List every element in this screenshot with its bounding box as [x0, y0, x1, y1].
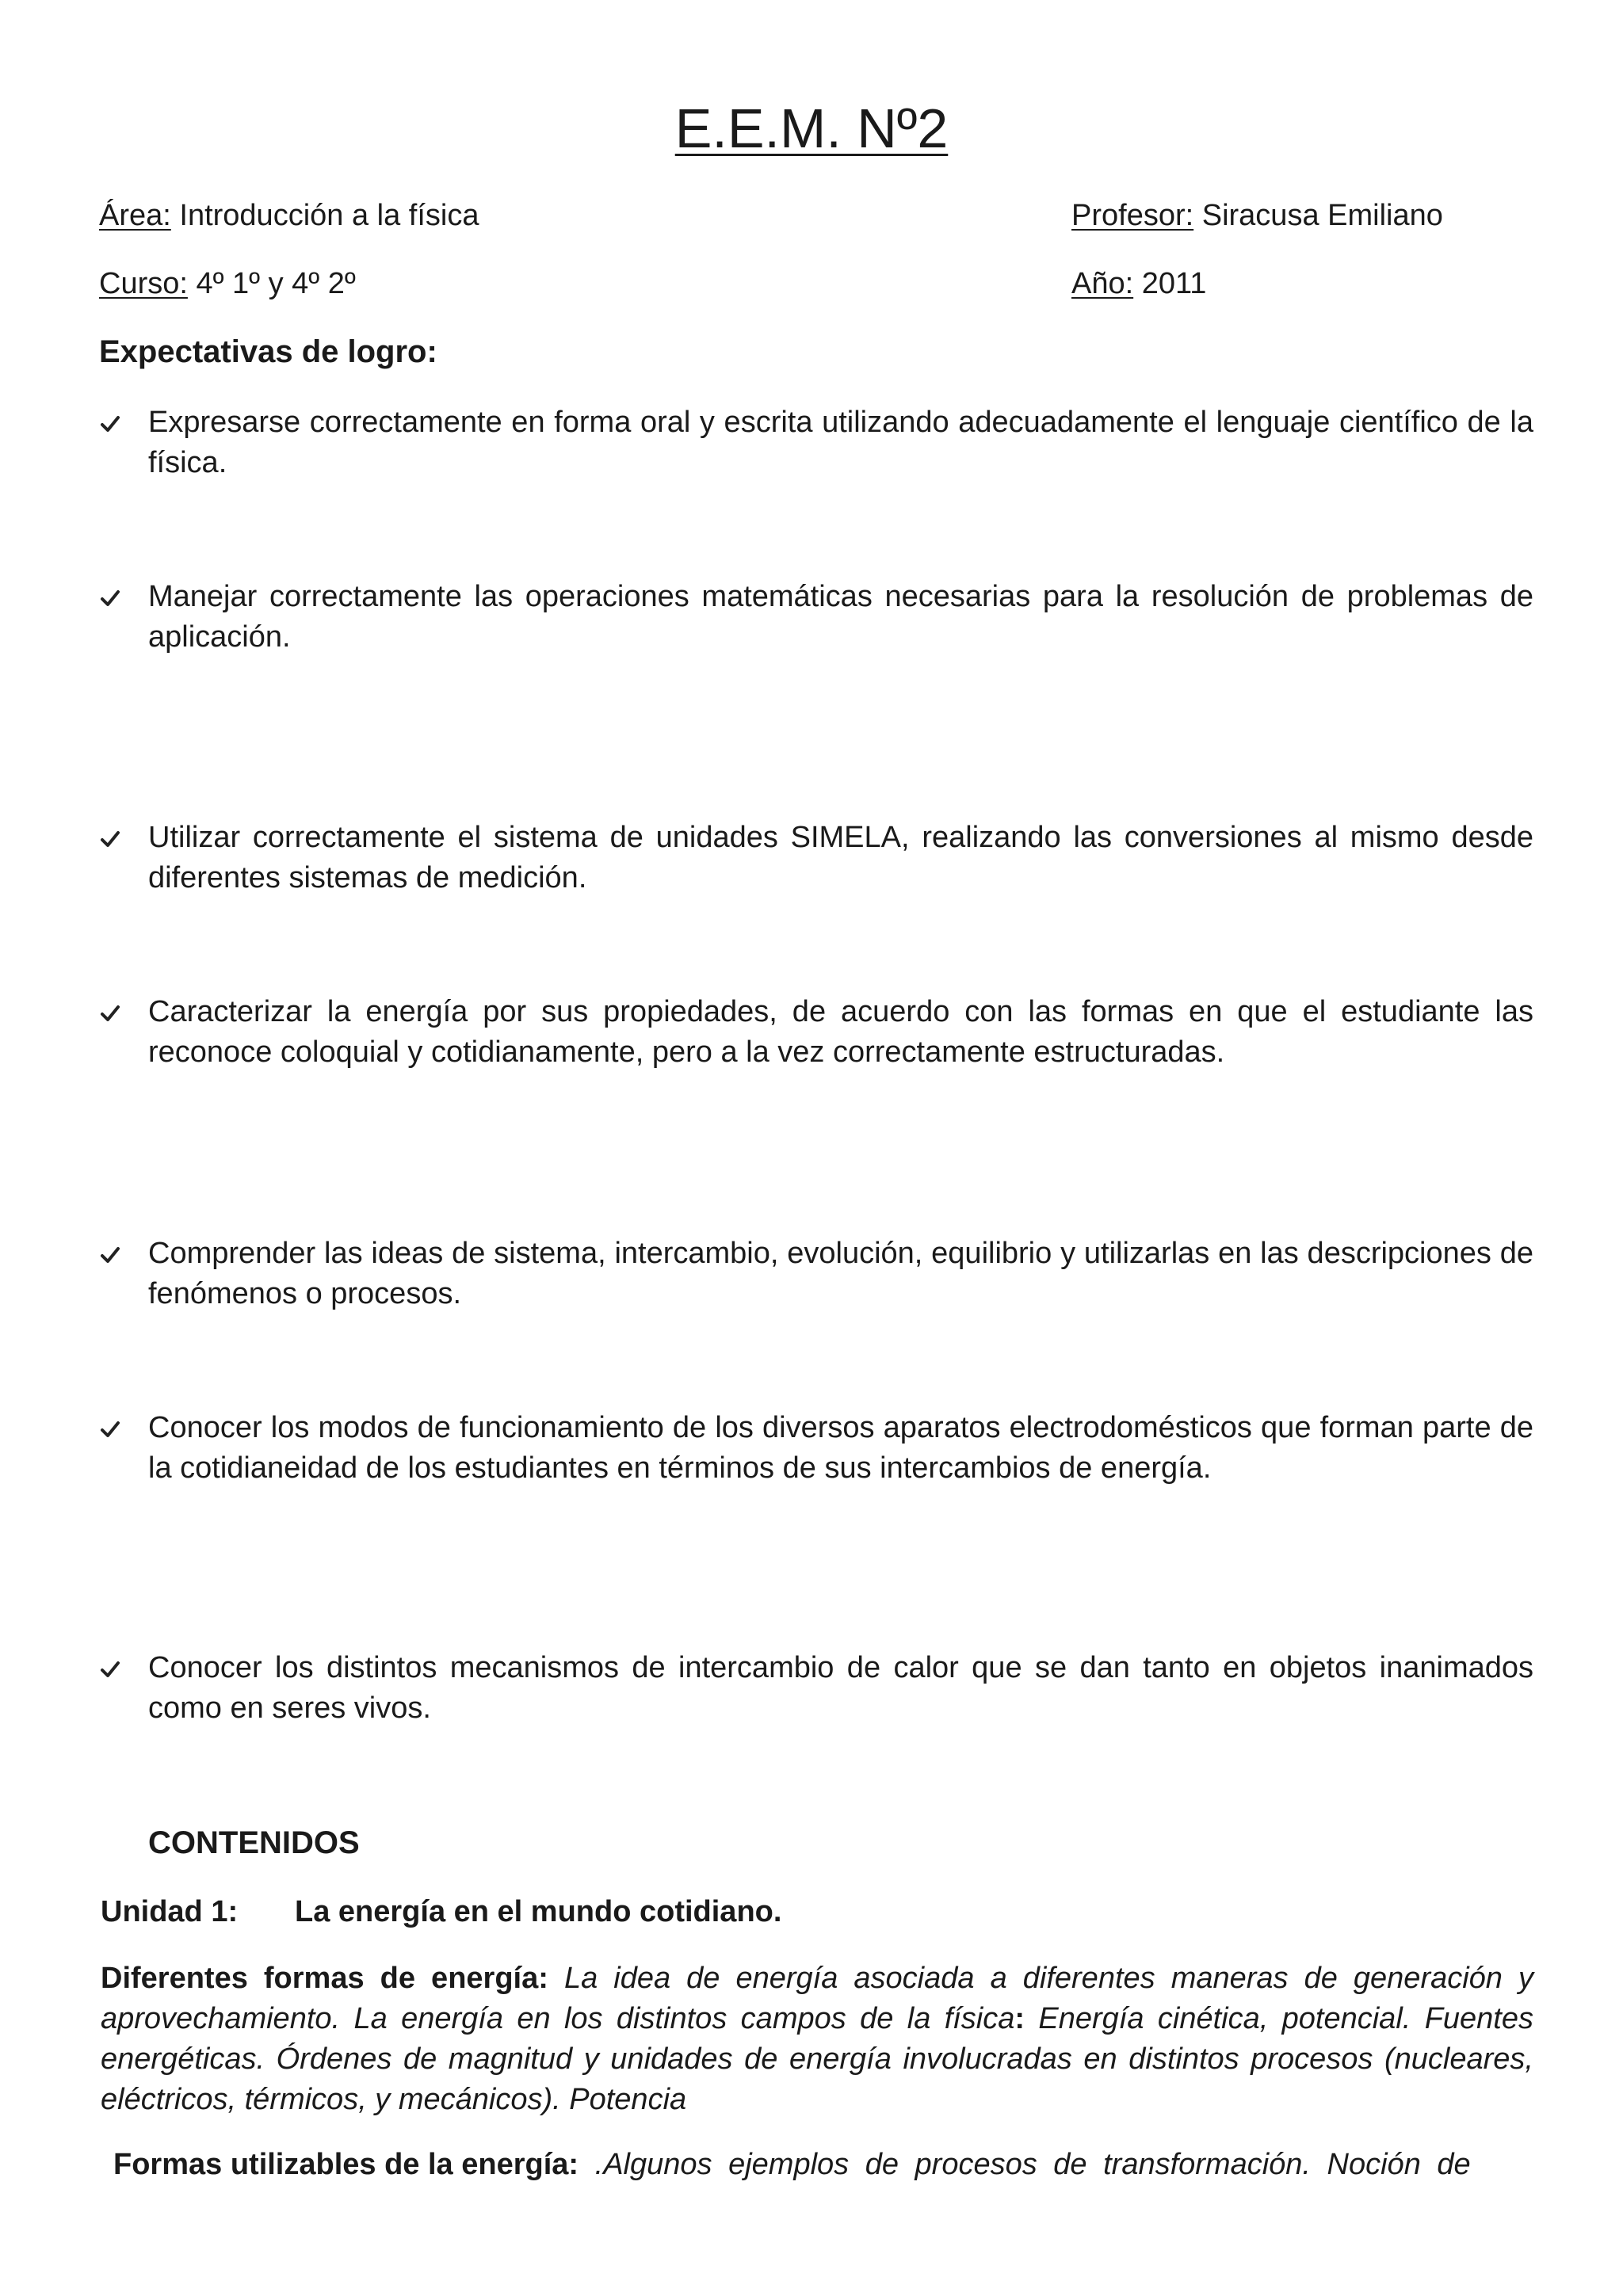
- expectativa-item: [99, 992, 1533, 1073]
- curso-value: 4º 1º y 4º 2º: [187, 267, 356, 300]
- profesor-field: [1071, 198, 1443, 233]
- paragraph-formas-energia: [101, 1958, 1533, 2120]
- document-title: [0, 97, 1623, 160]
- unidad-number: Unidad 1:: [101, 1895, 239, 1928]
- profesor-value: Siracusa Emiliano: [1193, 199, 1443, 232]
- expectativa-text: Caracterizar la energía por sus propiedades, de acuerdo con las formas en que el estudiante las reconoce coloquial y cotidianamente, pero a la vez correctamente estructuradas.: [148, 995, 1533, 1069]
- paragraph-body: La idea de energía asociada a diferentes maneras de generación y aprovechamiento. La energía en los distintos campos de la física: [101, 1962, 1533, 2035]
- check-icon: [99, 828, 121, 850]
- expectativa-item: [99, 1648, 1533, 1729]
- expectativa-text: Conocer los modos de funcionamiento de los diversos aparatos electrodomésticos que forman parte de la cotidianeidad de los estudiantes en términos de sus intercambios de energía.: [148, 1411, 1533, 1485]
- check-icon: [99, 1244, 121, 1266]
- paragraph-body-cont: Energía cinética, potencial. Fuentes energéticas. Órdenes de magnitud y unidades de energía involucradas en distintos procesos (nucleares, eléctricos, térmicos, y mecánicos). Potencia: [101, 2002, 1533, 2116]
- area-value: Introducción a la física: [170, 199, 479, 232]
- anio-label: Año:: [1071, 267, 1134, 300]
- curso-field: [99, 266, 356, 301]
- check-icon: [99, 587, 121, 609]
- unidad-heading: [101, 1894, 781, 1930]
- check-icon: [99, 413, 121, 435]
- expectativa-text: Expresarse correctamente en forma oral y escrita utilizando adecuadamente el lenguaje científico de la física.: [148, 406, 1533, 479]
- title-text: E.E.M. Nº2: [674, 97, 949, 159]
- check-icon: [99, 1002, 121, 1024]
- profesor-label: Profesor:: [1071, 199, 1194, 232]
- paragraph-lead: Diferentes formas de energía:: [101, 1962, 548, 1995]
- expectativa-item: [99, 577, 1533, 658]
- paragraph-formas-utilizables: [113, 2145, 1471, 2185]
- check-icon: [99, 1418, 121, 1440]
- paragraph-body: .Algunos ejemplos de procesos de transformación. Noción de: [579, 2148, 1471, 2181]
- anio-field: [1071, 266, 1206, 301]
- paragraph-colon: :: [1014, 2002, 1025, 2035]
- expectativa-item: [99, 1408, 1533, 1489]
- expectativa-item: [99, 402, 1533, 483]
- expectativas-heading: Expectativas de logro:: [99, 334, 437, 369]
- paragraph-lead: Formas utilizables de la energía:: [113, 2148, 579, 2181]
- expectativa-item: [99, 1234, 1533, 1314]
- expectativa-text: Comprender las ideas de sistema, intercambio, evolución, equilibrio y utilizarlas en las descripciones de fenómenos o procesos.: [148, 1237, 1533, 1310]
- area-field: [99, 198, 479, 233]
- anio-value: 2011: [1133, 267, 1207, 300]
- contenidos-heading: CONTENIDOS: [148, 1825, 360, 1860]
- expectativa-item: [99, 818, 1533, 898]
- curso-label: Curso:: [99, 267, 188, 300]
- unidad-title: La energía en el mundo cotidiano.: [295, 1895, 782, 1928]
- area-label: Área:: [99, 199, 171, 232]
- expectativa-text: Utilizar correctamente el sistema de unidades SIMELA, realizando las conversiones al mismo desde diferentes sistemas de medición.: [148, 821, 1533, 894]
- expectativa-text: Manejar correctamente las operaciones matemáticas necesarias para la resolución de problemas de aplicación.: [148, 580, 1533, 654]
- expectativa-text: Conocer los distintos mecanismos de intercambio de calor que se dan tanto en objetos inanimados como en seres vivos.: [148, 1651, 1533, 1725]
- check-icon: [99, 1658, 121, 1680]
